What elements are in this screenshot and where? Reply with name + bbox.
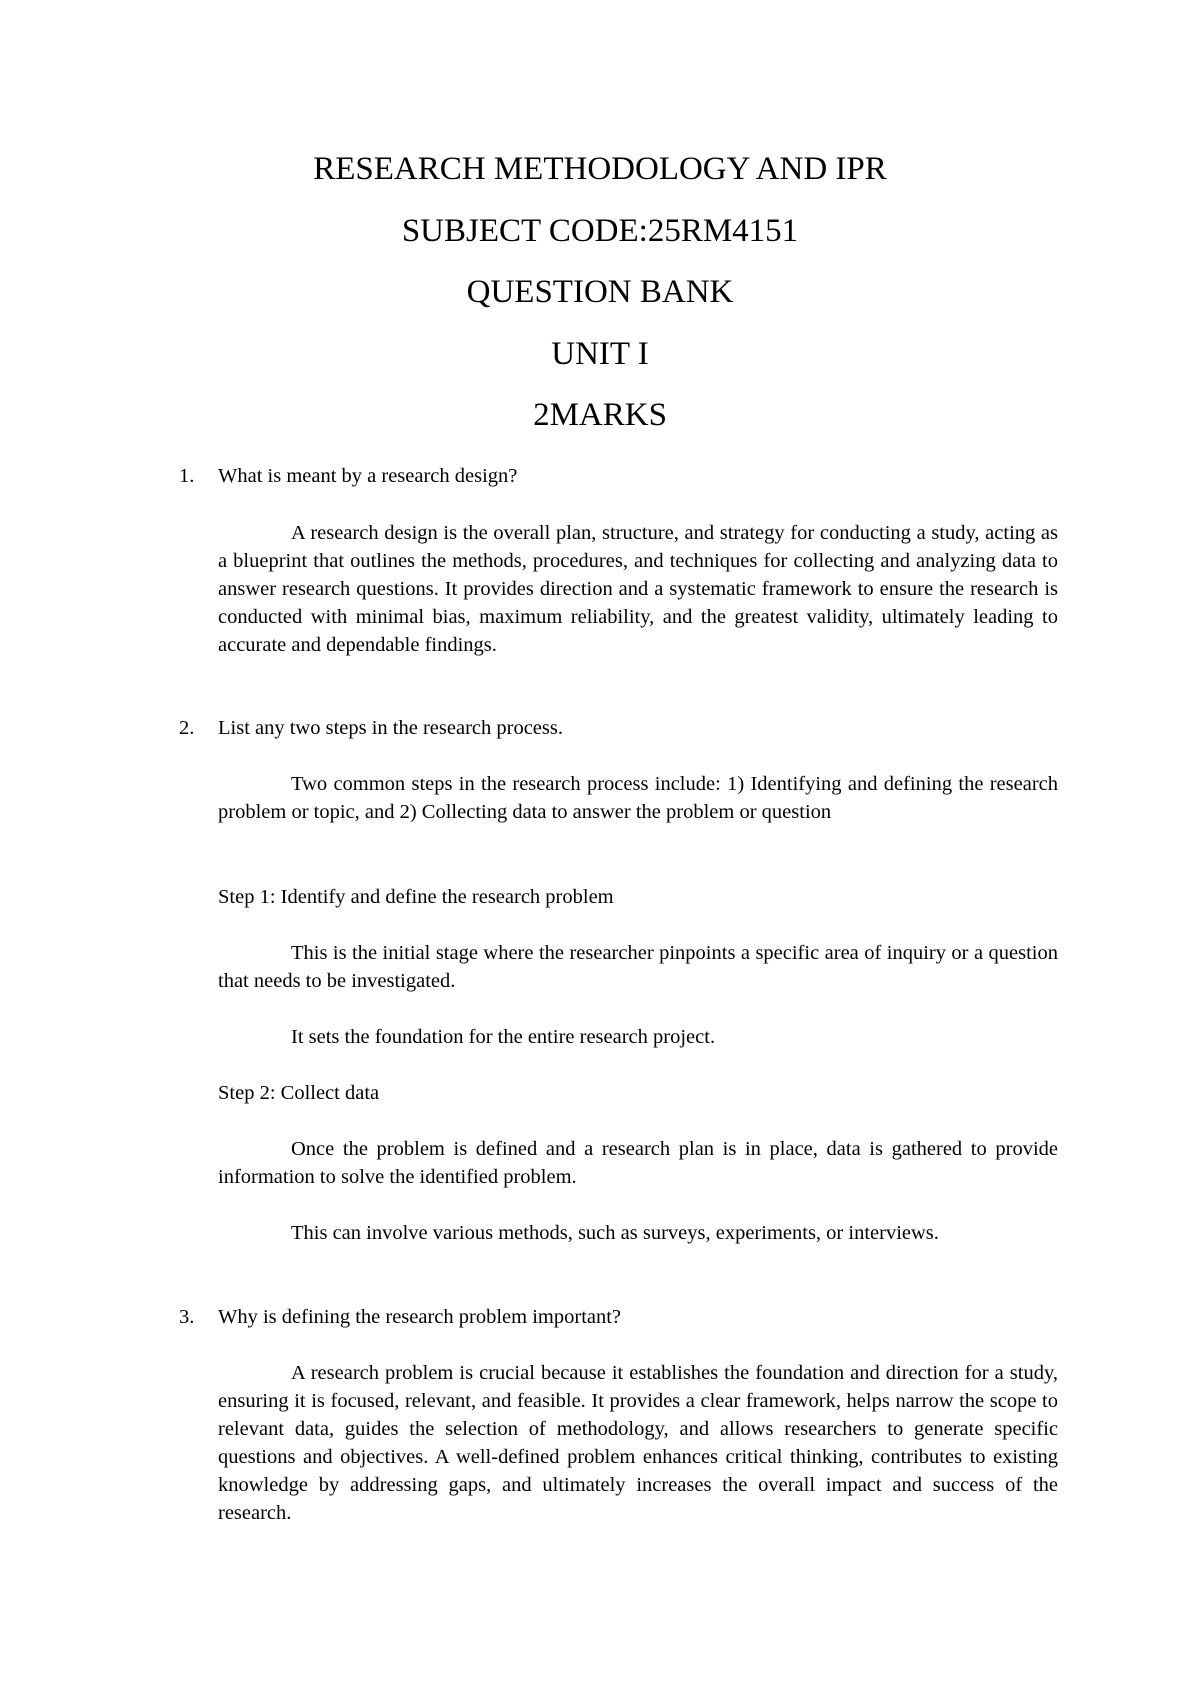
question-text: What is meant by a research design? xyxy=(218,465,518,487)
question-text: Why is defining the research problem important? xyxy=(218,1306,622,1328)
question-1 xyxy=(179,462,1059,490)
question-2 xyxy=(179,714,1059,742)
step-2-paragraph: Once the problem is defined and a research plan is in place, data is gathered to provide information to solve the identified problem. xyxy=(218,1138,1058,1188)
answer-2: Two common steps in the research process include: 1) Identifying and defining the research problem or topic, and 2) Collecting data to answer the problem or question xyxy=(218,773,1058,823)
question-number: 3. xyxy=(179,1306,195,1328)
step-1-paragraph: This is the initial stage where the researcher pinpoints a specific area of inquiry or a question that needs to be investigated. xyxy=(218,942,1058,992)
question-3 xyxy=(179,1303,1059,1331)
answer-1: A research design is the overall plan, structure, and strategy for conducting a study, acting as a blueprint that outlines the methods, procedures, and techniques for collecting and analyzing data to answer research questions. It provides direction and a systematic framework to ensure the research is conducted with minimal bias, maximum reliability, and the greatest validity, ultimately leading to accurate and dependable findings. xyxy=(218,522,1058,656)
step-1-title: Step 1: Identify and define the research problem xyxy=(218,886,614,908)
answer-3: A research problem is crucial because it establishes the foundation and direction for a study, ensuring it is focused, relevant, and feasible. It provides a clear framework, helps narrow the scope to relevant data, guides the selection of methodology, and allows researchers to generate specific questions and objectives. A well-defined problem enhances critical thinking, contributes to existing knowledge by addressing gaps, and ultimately increases the overall impact and success of the research. xyxy=(218,1362,1058,1524)
document-title: RESEARCH METHODOLOGY AND IPR xyxy=(313,151,887,187)
unit-heading: UNIT I xyxy=(551,336,649,372)
doc-type-heading: QUESTION BANK xyxy=(466,274,734,310)
subject-code: SUBJECT CODE:25RM4151 xyxy=(401,213,799,249)
step-2-title: Step 2: Collect data xyxy=(218,1082,380,1104)
question-number: 2. xyxy=(179,717,195,739)
question-text: List any two steps in the research process. xyxy=(218,717,563,739)
question-number: 1. xyxy=(179,465,195,487)
step-2-paragraph: This can involve various methods, such as surveys, experiments, or interviews. xyxy=(291,1222,939,1244)
marks-heading: 2MARKS xyxy=(533,397,667,433)
step-1-paragraph: It sets the foundation for the entire research project. xyxy=(291,1026,716,1048)
